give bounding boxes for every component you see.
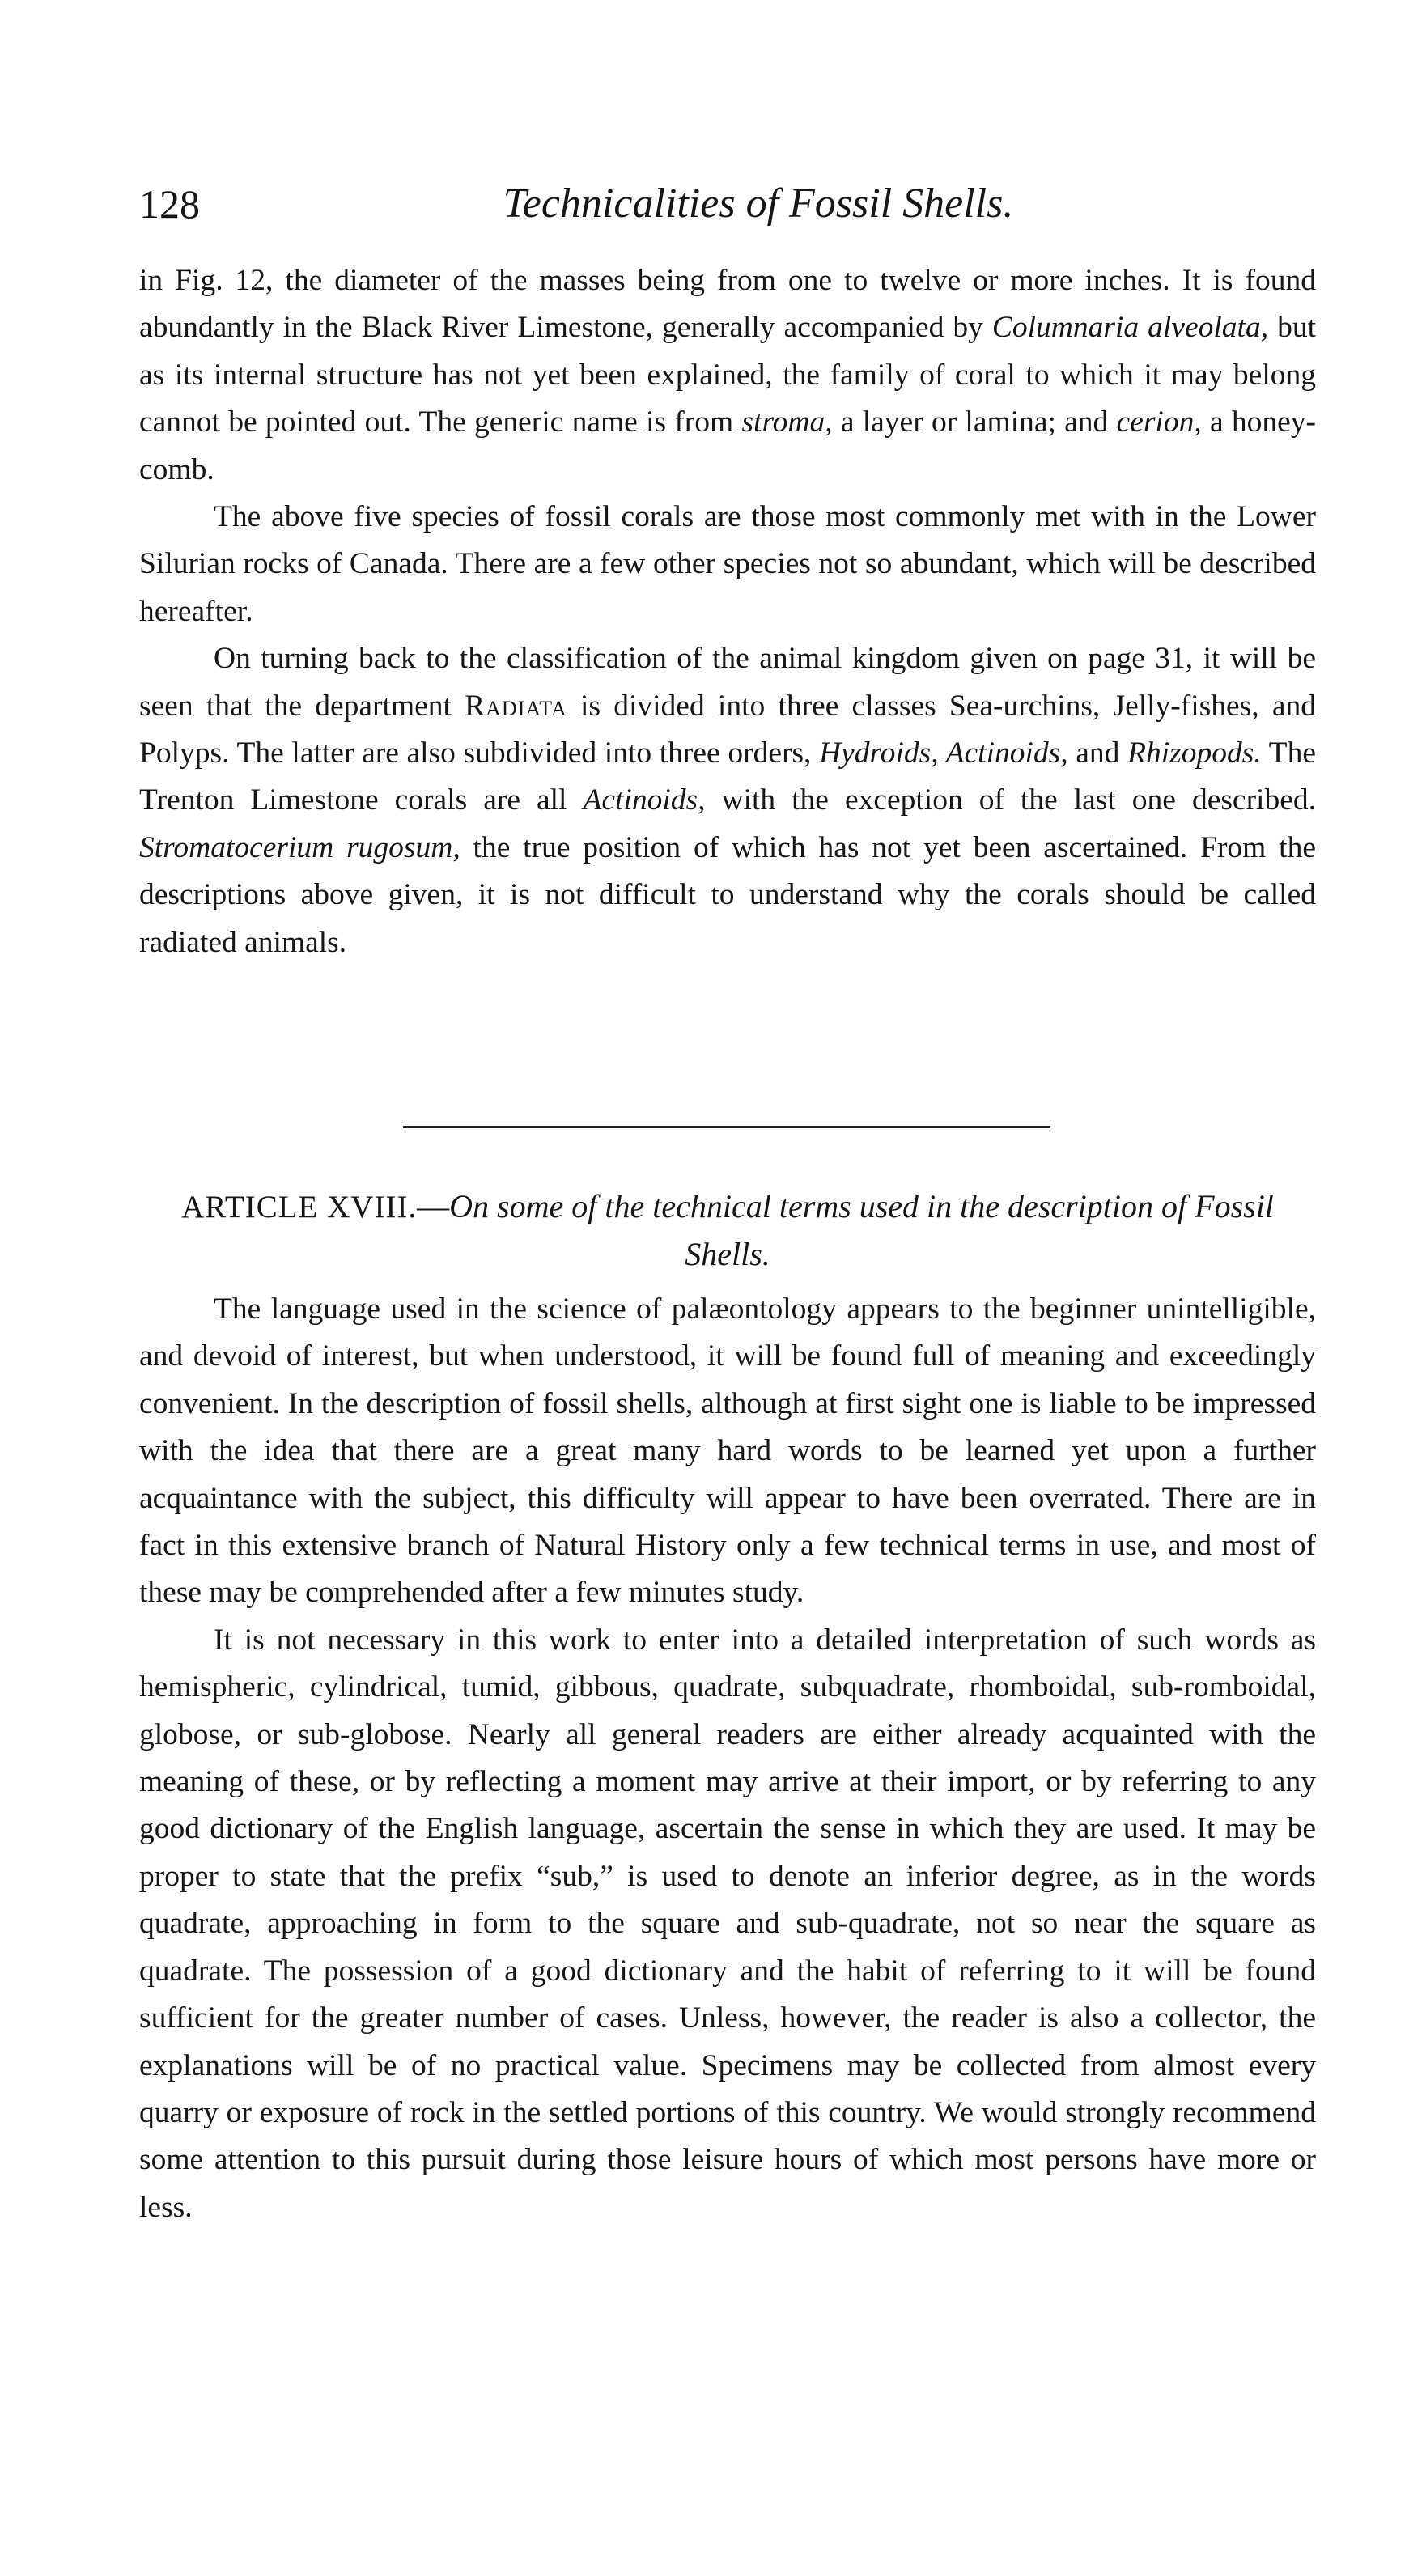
- text-run: a layer or lamina; and: [832, 405, 1117, 439]
- article-heading: [139, 1183, 1316, 1278]
- small-caps-text: Radiata: [465, 689, 567, 723]
- section-divider: [403, 1126, 1050, 1128]
- text-run: The Trenton Limestone corals are all: [139, 736, 1316, 817]
- page-number: 128: [139, 181, 200, 227]
- text-run: a honey-comb.: [139, 405, 1316, 486]
- article-dash: —: [417, 1188, 450, 1224]
- text-run: but as its internal structure has not yet been explained, the family of coral to which it may belong cannot be pointed out. The generic name is from: [139, 311, 1316, 439]
- italic-text: Actinoids,: [583, 783, 706, 817]
- article-label: ARTICLE XVIII.: [181, 1190, 418, 1224]
- text-run: and: [1067, 736, 1128, 770]
- text-run: the true position of which has not yet been ascertained. From the descriptions above given, it is not difficult to understand why the corals should be called radiated animals.: [139, 830, 1316, 959]
- text-run: The above five species of fossil corals are those most commonly met with in the Lower Silurian rocks of Canada. There are a few other species not so abundant, which will be described hereafter.: [139, 500, 1316, 628]
- italic-text: Hydroids, Actinoids,: [819, 736, 1068, 770]
- text-run: is divided into three classes Sea-urchins, Jelly-fishes, and Polyps. The latter are also subdivided into three orders,: [139, 689, 1316, 770]
- page-header: [139, 172, 1313, 236]
- paragraph: [139, 1617, 1316, 2231]
- paragraph: [139, 257, 1316, 494]
- text-run: On turning back to the classification of the animal kingdom given on page 31, it will be seen that the department: [139, 642, 1316, 723]
- article-title: On some of the technical terms used in the description of Fossil Shells.: [449, 1188, 1274, 1272]
- italic-text: Columnaria alveolata,: [991, 311, 1269, 345]
- article-section: [139, 1183, 1316, 2231]
- italic-text: cerion,: [1116, 405, 1202, 439]
- italic-text: Stromatocerium rugosum,: [139, 830, 460, 864]
- italic-text: stroma,: [741, 405, 833, 439]
- italic-text: Rhizopods.: [1127, 736, 1262, 770]
- paragraph: [139, 494, 1316, 635]
- text-run: with the exception of the last one described.: [705, 783, 1316, 817]
- text-run: It is not necessary in this work to enter into a detailed interpretation of such words as hemispheric, cylindrical, tumid, gibbous, quadrate, subquadrate, rhomboidal, sub-romboidal, globose, or sub-globose. Nearly all general readers are either already acquainted with the meaning of these, or by reflecting a moment may arrive at their import, or by referring to any good dictionary of the English language, ascertain the sense in which they are used. It may be proper to state that the prefix “sub,” is used to denote an inferior degree, as in the words quadrate, approaching in form to the square and sub-quadrate, not so near the square as quadrate. The possession of a good dictionary and the habit of referring to it will be found sufficient for the greater number of cases. Unless, however, the reader is also a collector, the explanations will be of no practical value. Specimens may be collected from almost every quarry or exposure of rock in the settled portions of this country. We would strongly recommend some attention to this pursuit during those leisure hours of which most persons have more or less.: [139, 1623, 1316, 2224]
- text-run: The language used in the science of palæontology appears to the beginner unintelligible, and devoid of interest, but when understood, it will be found full of meaning and exceedingly convenient. In the description of fossil shells, although at first sight one is liable to be impressed with the idea that there are a great many hard words to be learned yet upon a further acquaintance with the subject, this difficulty will appear to have been overrated. There are in fact in this extensive branch of Natural History only a few technical terms in use, and most of these may be comprehended after a few minutes study.: [139, 1292, 1316, 1610]
- top-section: [139, 257, 1316, 966]
- text-run: in Fig. 12, the diameter of the masses being from one to twelve or more inches. It is found abundantly in the Black River Limestone, generally accompanied by: [139, 264, 1316, 345]
- paragraph: [139, 635, 1316, 966]
- paragraph: [139, 1286, 1316, 1617]
- running-title: Technicalities of Fossil Shells.: [503, 180, 1014, 227]
